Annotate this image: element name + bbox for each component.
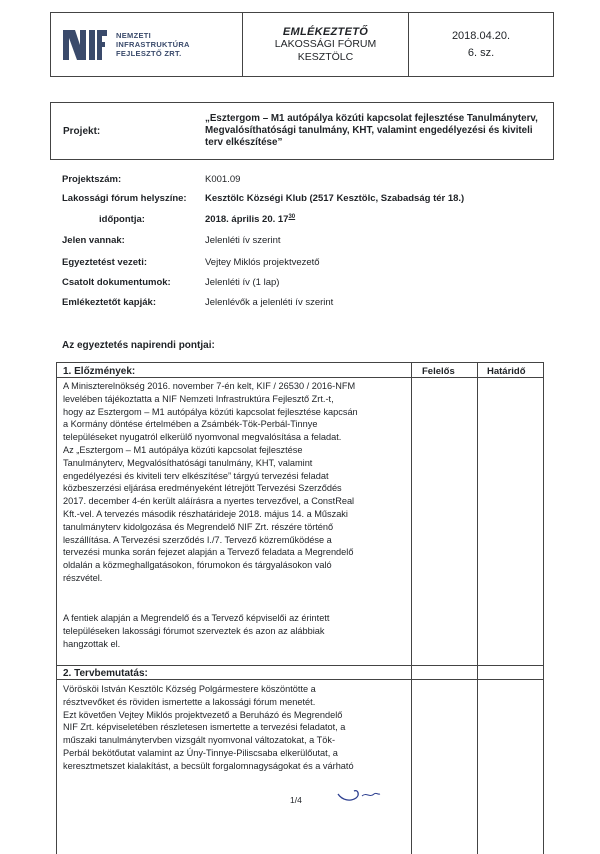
document-type-title: EMLÉKEZTETŐ bbox=[282, 25, 369, 38]
project-value: „Esztergom – M1 autópálya közúti kapcsolat fejlesztése Tanulmányterv, Megvalósíthatósági tanulmány, KHT, valamint engedélyezési és kiviteli terv elkészítése” bbox=[205, 113, 538, 148]
attachments-label: Csatolt dokumentumok: bbox=[62, 277, 171, 288]
document-header bbox=[50, 12, 554, 77]
section-2-body bbox=[63, 683, 406, 773]
chair-label: Egyeztetést vezeti: bbox=[62, 257, 148, 268]
table-row-divider bbox=[57, 665, 543, 666]
signature-icon bbox=[336, 786, 382, 811]
venue-value: Kesztölc Községi Klub (2517 Kesztölc, Szabadság tér 18.) bbox=[205, 193, 465, 204]
section-1-line: Kft.-vel. A tervezés második részhatárideje 2018. május 14. a Műszaki bbox=[63, 508, 348, 519]
section-1-conclusion-line: hangzottak el. bbox=[63, 638, 121, 649]
agenda-title: Az egyeztetés napirendi pontjai: bbox=[62, 340, 215, 351]
section-2-line: Ezt követően Vejtey Miklós projektvezető a Beruházó és Megrendelő bbox=[63, 709, 343, 720]
present-label: Jelen vannak: bbox=[62, 235, 125, 246]
nif-logo-mark-icon bbox=[63, 28, 109, 62]
section-1-conclusion-line: A fentiek alapján a Megrendelő és a Tervező képviselői az érintett bbox=[63, 613, 330, 623]
time-value: 2018. április 20. $17^{30}$ bbox=[205, 214, 296, 226]
column-header-responsible: Felelős bbox=[422, 366, 455, 377]
section-2-line: Perbál bekötőutat valamint az Úny-Tinnye-Piliscsaba elkerülőutat, a bbox=[63, 747, 338, 758]
document-date: 2018.04.20. bbox=[451, 29, 511, 42]
agenda-table bbox=[56, 362, 544, 854]
section-1-line: hogy az Esztergom – M1 autópálya közúti kapcsolat fejlesztése kapcsán bbox=[63, 406, 358, 417]
table-row-divider bbox=[57, 377, 543, 378]
document-number: 6. sz. bbox=[467, 46, 495, 59]
project-box bbox=[50, 102, 554, 160]
present-value: Jelenléti ív szerint bbox=[205, 235, 281, 246]
project-number-value: K001.09 bbox=[205, 174, 241, 185]
column-header-deadline: Határidő bbox=[487, 366, 526, 377]
section-1-line: levelében tájékoztatta a NIF Nemzeti Infrastruktúra Fejlesztő Zrt.-t, bbox=[63, 393, 334, 404]
section-1-line: engedélyezési és kiviteli terv elkészítése” tárgyú tervezési feladat bbox=[63, 470, 329, 481]
section-1-body bbox=[63, 380, 406, 585]
section-1-line: Tanulmányterv, Megvalósíthatósági tanulmány, KHT, valamint bbox=[63, 457, 313, 468]
org-name-line3: FEJLESZTŐ ZRT. bbox=[116, 49, 182, 58]
section-2-line: Vörösköi István Kesztölc Község Polgármestere köszöntötte a bbox=[63, 684, 316, 694]
document-subtitle: LAKOSSÁGI FÓRUM bbox=[274, 37, 377, 50]
section-2-line: NIF Zrt. képviseletében részletesen ismertette a tervezési feladatot, a bbox=[63, 722, 346, 733]
section-1-line: tervezési munka során fejezet alapján a Tervező feladata a Megrendelő bbox=[63, 547, 354, 558]
recipients-label: Emlékeztetőt kapják: bbox=[62, 297, 156, 308]
time-minutes: 30 bbox=[288, 214, 296, 220]
section-2-line: résztvevőket és röviden ismertette a lakossági fórum menetét. bbox=[63, 696, 316, 707]
section-1-line: 2017. december 4-én került aláírásra a nyertes tervezővel, a ConstReal bbox=[63, 496, 355, 507]
section-1-line: településeket nyugatról elkerülő nyomvonal megvalósítása a feladat. bbox=[63, 432, 342, 443]
org-name-line2: INFRASTRUKTÚRA bbox=[116, 40, 190, 49]
section-1-line: a Kormány döntése értelmében a Zsámbék-Tök-Perbál-Tinnye bbox=[63, 419, 318, 430]
section-1-line: közbeszerzési eljárása eredményeként létrejött Tervezési Szerződés bbox=[63, 483, 342, 494]
document-location: KESZTÖLC bbox=[297, 50, 354, 63]
time-label: időpontja: bbox=[99, 214, 145, 225]
section-1-line: tanulmányterv kidolgozása és Megrendelő NIF Zrt. részére történő bbox=[63, 521, 334, 532]
section-1-conclusion-line: településeken lakossági fórumot szerveztek és azon az alábbiak bbox=[63, 625, 325, 636]
section-1-line: A Miniszterelnökség 2016. november 7-én kelt, KIF / 26530 / 2016-NFM bbox=[63, 381, 356, 391]
recipients-value: Jelenlévők a jelenléti ív szerint bbox=[205, 297, 334, 308]
section-2-title: 2. Tervbemutatás: bbox=[63, 668, 148, 679]
attachments-value: Jelenléti ív (1 lap) bbox=[205, 277, 280, 288]
column-divider bbox=[477, 363, 478, 854]
page-number: 1/4 bbox=[290, 795, 302, 805]
section-2-line: műszaki tanulmánytervben vizsgált nyomvonal változatokat, a Tök- bbox=[63, 735, 336, 746]
table-row-divider bbox=[57, 679, 543, 680]
section-1-line: Az „Esztergom – M1 autópálya közúti kapcsolat fejlesztése bbox=[63, 444, 303, 455]
section-1-line: oldalán a közmeghallgatásokon, fórumokon és tárgyalásokon való bbox=[63, 560, 332, 571]
section-1-line: részvétel. bbox=[63, 572, 103, 583]
venue-label: Lakossági fórum helyszíne: bbox=[62, 193, 187, 204]
document-meta bbox=[409, 13, 553, 76]
document-title-block bbox=[243, 13, 409, 76]
section-1-line: leszállítása. A Tervezési szerződés I./7. Tervező közreműködése a bbox=[63, 534, 332, 545]
nif-logo bbox=[51, 13, 243, 76]
project-number-label: Projektszám: bbox=[62, 174, 122, 185]
project-label: Projekt: bbox=[63, 125, 101, 137]
chair-value: Vejtey Miklós projektvezető bbox=[205, 257, 320, 268]
section-1-title: 1. Előzmények: bbox=[63, 366, 136, 377]
section-2-line: keresztmetszet kialakítást, a becsült forgalomnagyságokat és a várható bbox=[63, 760, 354, 771]
column-divider bbox=[411, 363, 412, 854]
org-name-line1: NEMZETI bbox=[116, 31, 152, 40]
section-1-conclusion bbox=[63, 612, 406, 650]
